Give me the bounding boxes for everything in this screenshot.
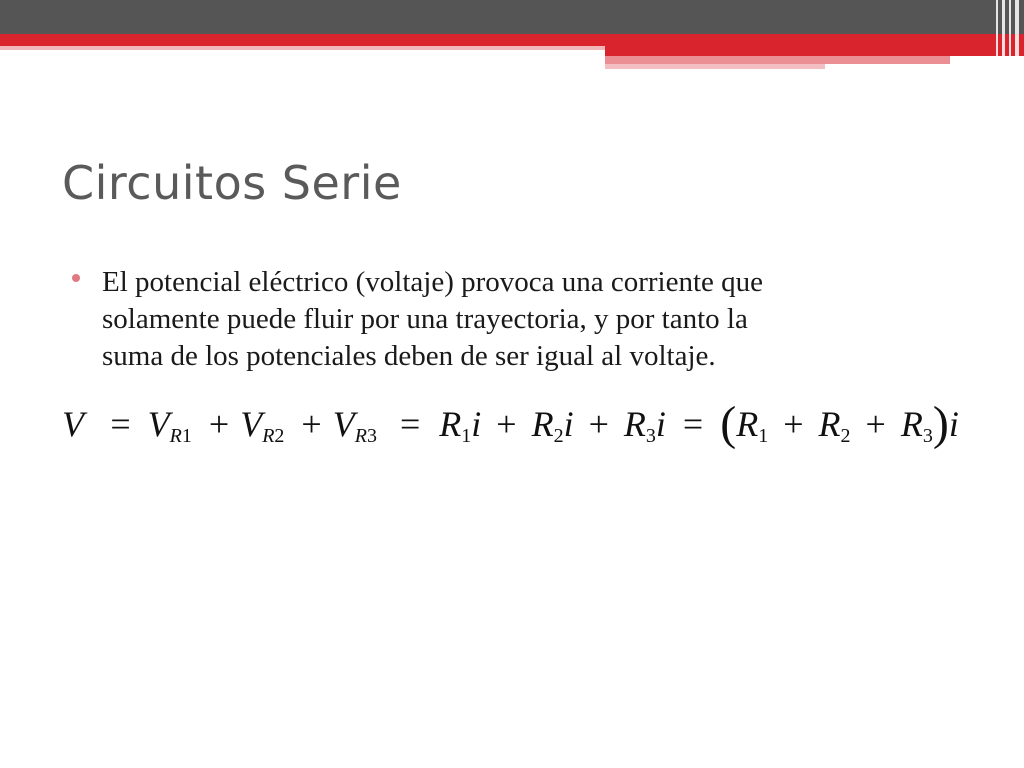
eq-plus-2: + bbox=[301, 404, 322, 444]
bullet-dot bbox=[72, 274, 80, 282]
eq-equals-1: = bbox=[110, 404, 131, 444]
eq-V: V bbox=[62, 404, 84, 444]
header-band-red-right bbox=[605, 46, 1024, 56]
eq-plus-1: + bbox=[208, 404, 230, 444]
eq-plus-6: + bbox=[865, 404, 886, 444]
eq-equals-2: = bbox=[399, 404, 421, 444]
eq-R2b: R bbox=[818, 404, 841, 444]
header-band-pink-left bbox=[0, 46, 605, 50]
header-band-red bbox=[0, 34, 1024, 46]
eq-i-3: i bbox=[655, 404, 666, 444]
eq-equals-3: = bbox=[682, 404, 704, 444]
header-band-pink-right bbox=[605, 56, 950, 64]
eq-i-2: i bbox=[563, 404, 574, 444]
eq-plus-5: + bbox=[783, 404, 804, 444]
header-band-pink-right-thin bbox=[605, 64, 825, 69]
eq-VR3: V bbox=[332, 404, 355, 444]
eq-open-paren: ( bbox=[720, 397, 737, 450]
eq-R3: R bbox=[623, 404, 646, 444]
eq-i-4: i bbox=[948, 404, 959, 444]
header-band-stripes bbox=[992, 0, 1024, 70]
eq-plus-3: + bbox=[496, 404, 517, 444]
series-circuit-equation: $V = V_{R1} + V_{R2} + V_{R3} = R_1i + R_2i + R_3i = (R_1 + R_2 + R_3)i$ bbox=[62, 397, 959, 450]
eq-R3b: R bbox=[900, 404, 923, 444]
slide-title: Circuitos Serie bbox=[62, 156, 402, 210]
eq-close-paren: ) bbox=[932, 397, 949, 450]
eq-VR2: V bbox=[240, 404, 263, 444]
eq-i-1: i bbox=[471, 404, 482, 444]
eq-plus-4: + bbox=[588, 404, 609, 444]
eq-R1: R bbox=[439, 404, 462, 444]
header-band-dark bbox=[0, 0, 1024, 34]
bullet-text: El potencial eléctrico (voltaje) provoca una corriente que solamente puede fluir por una trayectoria, y por tanto la suma de los potenciales deben de ser igual al voltaje. bbox=[102, 266, 764, 372]
eq-VR1: V bbox=[147, 404, 170, 444]
eq-R2: R bbox=[531, 404, 554, 444]
bullet-list bbox=[72, 264, 972, 375]
eq-R1b: R bbox=[736, 404, 759, 444]
